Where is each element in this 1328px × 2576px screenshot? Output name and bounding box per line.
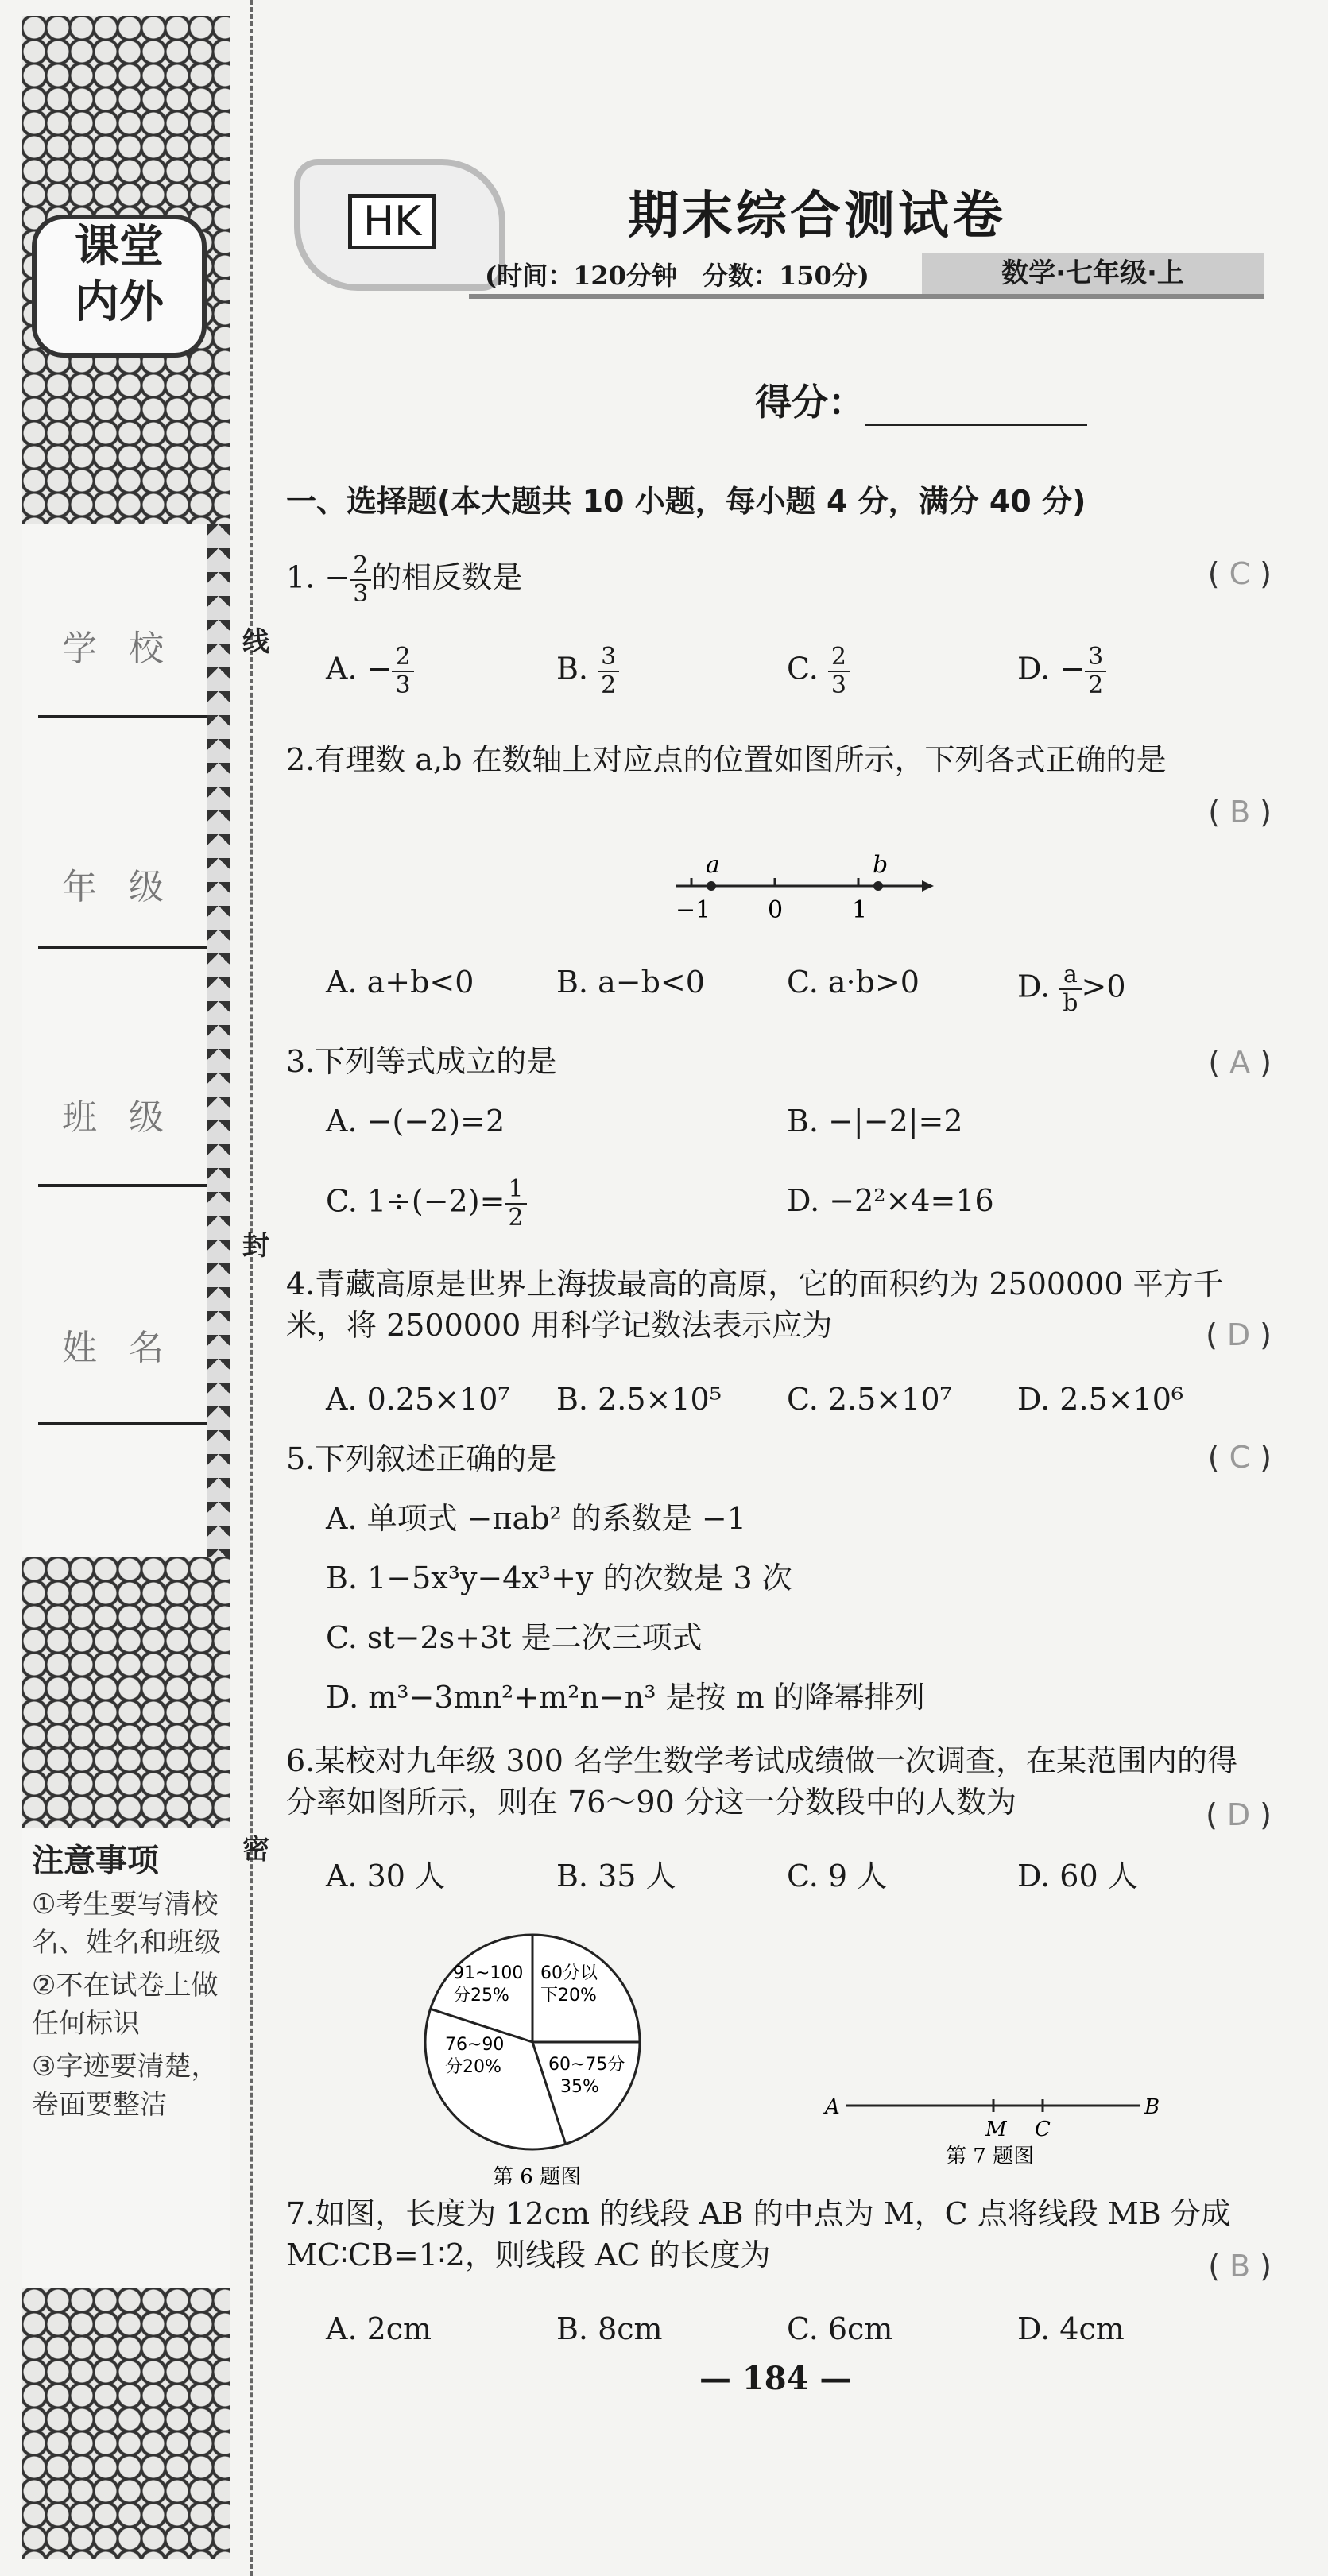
option-label: A.: [326, 651, 358, 687]
option-a: A. 0.25×10⁷: [326, 1382, 510, 1417]
point-b-label: b: [873, 851, 889, 879]
option-d: D. − $\frac{3}{2}$: [1017, 644, 1106, 699]
question-number: 5.: [286, 1441, 316, 1476]
subject-grade: 数学·七年级·上: [922, 253, 1264, 294]
point-a-label: a: [706, 851, 720, 879]
exam-time-score: (时间：120分钟 分数：150分): [485, 261, 869, 291]
option-label: C.: [787, 651, 819, 687]
field-grade: [22, 858, 207, 909]
brand-logo: [32, 215, 207, 358]
number-line-figure: [668, 842, 938, 930]
question-text: 青藏高原是世界上海拔最高的高原，它的面积约为 2500000 平方千米，将 2500000 用科学记数法表示应为: [286, 1267, 1224, 1343]
option-d: D. $\frac{a}{b}$ >0: [1017, 961, 1126, 1017]
slice-label: 分20%: [445, 2057, 501, 2077]
field-school: [22, 620, 207, 671]
answer-letter: B: [1229, 795, 1251, 830]
answer-4: ( D ): [1206, 1317, 1272, 1352]
option-a: A. −(−2)=2: [326, 1104, 505, 1139]
question-number: 7.: [286, 2196, 316, 2231]
answer-letter: C: [1229, 1440, 1251, 1475]
exam-meta-bar: [469, 253, 1264, 299]
question-1: 1. − $\frac{2}{3}$ 的相反数是: [286, 551, 523, 608]
option-a: A. − $\frac{2}{3}$: [326, 644, 414, 699]
point-c-label: C: [1035, 2118, 1051, 2141]
option-b: B. a−b<0: [556, 965, 705, 1000]
answer-3: ( A ): [1208, 1045, 1272, 1080]
option-a: A. 单项式 −πab² 的系数是 −1: [326, 1501, 746, 1536]
option-d: D. 2.5×10⁶: [1017, 1382, 1184, 1417]
option-b: B. $\frac{3}{2}$: [556, 644, 619, 699]
point-b: [873, 881, 883, 891]
option-a: A. 30 人: [326, 1859, 446, 1893]
question-number: 1.: [286, 559, 316, 595]
score-field: [755, 373, 1087, 426]
field-school-line[interactable]: [38, 715, 207, 718]
axis-arrow: [922, 880, 934, 892]
question-text: 下列等式成立的是: [315, 1044, 557, 1079]
option-label: B.: [556, 651, 589, 687]
point-a-label: A: [825, 2095, 840, 2119]
answer-7: ( B ): [1208, 2249, 1272, 2284]
answer-letter: C: [1229, 556, 1251, 591]
question-text: 有理数 a,b 在数轴上对应点的位置如图所示，下列各式正确的是: [315, 742, 1167, 777]
answer-letter: D: [1226, 1797, 1251, 1832]
binding-mark-seal: 封: [242, 1230, 269, 1262]
option-b: B. 1−5x³y−4x³+y 的次数是 3 次: [326, 1561, 792, 1595]
page-title: 期末综合测试卷: [628, 187, 1006, 246]
tick-label: −1: [676, 896, 711, 924]
question-text: 下列叙述正确的是: [315, 1441, 557, 1476]
question-number: 2.: [286, 742, 316, 777]
tick-label: 0: [768, 896, 784, 924]
slice-label: 60分以: [540, 1963, 598, 1983]
option-c: C. 6cm: [787, 2311, 893, 2346]
binding-mark-secret: 密: [242, 1834, 269, 1866]
question-7: [286, 2193, 1256, 2276]
point-a: [707, 881, 716, 891]
answer-letter: D: [1226, 1317, 1251, 1352]
note-item: ①考生要写清校名、姓名和班级: [32, 1889, 221, 1959]
question-number: 4.: [286, 1267, 316, 1302]
field-class-line[interactable]: [38, 1184, 207, 1187]
tick-label: 1: [852, 896, 868, 924]
question-6: [286, 1740, 1256, 1823]
question-3: [286, 1041, 556, 1082]
answer-5: ( C ): [1207, 1440, 1272, 1475]
field-grade-label: 年级: [62, 867, 196, 907]
question-5: [286, 1438, 556, 1479]
option-d: D. −2²×4=16: [787, 1183, 994, 1218]
option-label: D.: [1017, 969, 1051, 1004]
answer-1: ( C ): [1207, 556, 1272, 591]
fig6-pie-chart: [421, 1931, 652, 2193]
fig7-segment: [819, 2074, 1176, 2169]
student-info-box: [22, 524, 207, 1557]
slice-label: 60~75分: [548, 2055, 625, 2075]
option-a: A. a+b<0: [326, 965, 474, 1000]
slice-label: 76~90: [445, 2035, 505, 2055]
note-item: ③字迹要清楚，卷面要整洁: [32, 2051, 219, 2121]
decorative-pattern-middle: [22, 1557, 230, 1828]
option-c: C. st−2s+3t 是二次三项式: [326, 1620, 703, 1655]
option-d: D. m³−3mn²+m²n−n³ 是按 m 的降幂排列: [326, 1680, 925, 1715]
field-name: [22, 1319, 207, 1370]
question-text: 的相反数是: [371, 559, 523, 595]
field-class: [22, 1089, 207, 1139]
option-c: C. 2.5×10⁷: [787, 1382, 952, 1417]
binding-dashed-line: [250, 0, 253, 2576]
slice-label: 分25%: [453, 1986, 509, 2005]
slice-label: 下20%: [540, 1986, 597, 2005]
logo-text-bottom: 内外: [75, 277, 164, 328]
slice-label: 35%: [560, 2077, 599, 2097]
option-c: C. a·b>0: [787, 965, 920, 1000]
zigzag-border: [207, 524, 230, 1557]
field-class-label: 班级: [62, 1097, 196, 1138]
question-number: 3.: [286, 1044, 316, 1079]
slice-label: 91~100: [453, 1963, 524, 1983]
option-label: D.: [1017, 651, 1051, 687]
fig7-caption: 第 7 题图: [946, 2145, 1035, 2168]
logo-text-top: 课堂: [75, 221, 164, 273]
hk-badge-text: HK: [348, 194, 436, 249]
question-text: 某校对九年级 300 名学生数学考试成绩做一次调查，在某范围内的得分率如图所示，则在 76～90 分这一分数段中的人数为: [286, 1743, 1237, 1820]
answer-2: ( B ): [1208, 795, 1272, 830]
question-text: 如图，长度为 12cm 的线段 AB 的中点为 M，C 点将线段 MB 分成 MC∶CB=1∶2，则线段 AC 的长度为: [286, 2196, 1231, 2272]
option-c: C. $\frac{2}{3}$: [787, 644, 850, 699]
note-item: ②不在试卷上做任何标识: [32, 1970, 219, 2040]
option-b: B. 8cm: [556, 2311, 663, 2346]
option-c: C. 1÷(−2)= $\frac{1}{2}$: [326, 1176, 527, 1232]
exam-content: [286, 0, 1295, 2576]
fraction: $\frac{2}{3}$: [350, 552, 371, 608]
option-c: C. 9 人: [787, 1859, 888, 1893]
field-name-label: 姓名: [62, 1328, 196, 1368]
notes-box: [22, 1828, 230, 2288]
field-grade-line[interactable]: [38, 946, 207, 949]
answer-letter: B: [1229, 2249, 1251, 2284]
answer-letter: A: [1229, 1045, 1251, 1080]
answer-6: ( D ): [1206, 1797, 1272, 1832]
point-m-label: M: [985, 2118, 1007, 2141]
option-d: D. 60 人: [1017, 1859, 1138, 1893]
question-2: [286, 739, 1256, 780]
score-label: 得分：: [755, 381, 865, 424]
page-number: — 184 —: [699, 2360, 852, 2397]
point-b-label: B: [1144, 2095, 1160, 2119]
option-d: D. 4cm: [1017, 2311, 1125, 2346]
decorative-pattern-bottom: [22, 2288, 230, 2559]
binding-mark-line: 线: [242, 626, 269, 658]
option-b: B. −|−2|=2: [787, 1104, 963, 1139]
section-heading: 一、选择题(本大题共 10 小题，每小题 4 分，满分 40 分): [286, 484, 1086, 519]
score-blank[interactable]: [865, 392, 1087, 426]
binding-sidebar: [0, 0, 238, 2576]
question-4: [286, 1263, 1256, 1346]
option-label: C. 1÷(−2)=: [326, 1183, 505, 1219]
field-school-label: 学校: [62, 629, 196, 669]
field-name-line[interactable]: [38, 1422, 207, 1425]
fig6-caption: 第 6 题图: [493, 2165, 582, 2189]
option-a: A. 2cm: [326, 2311, 432, 2346]
option-b: B. 35 人: [556, 1859, 676, 1893]
option-b: B. 2.5×10⁵: [556, 1382, 722, 1417]
notes-title: 注意事项: [32, 1843, 159, 1879]
question-number: 6.: [286, 1743, 316, 1778]
